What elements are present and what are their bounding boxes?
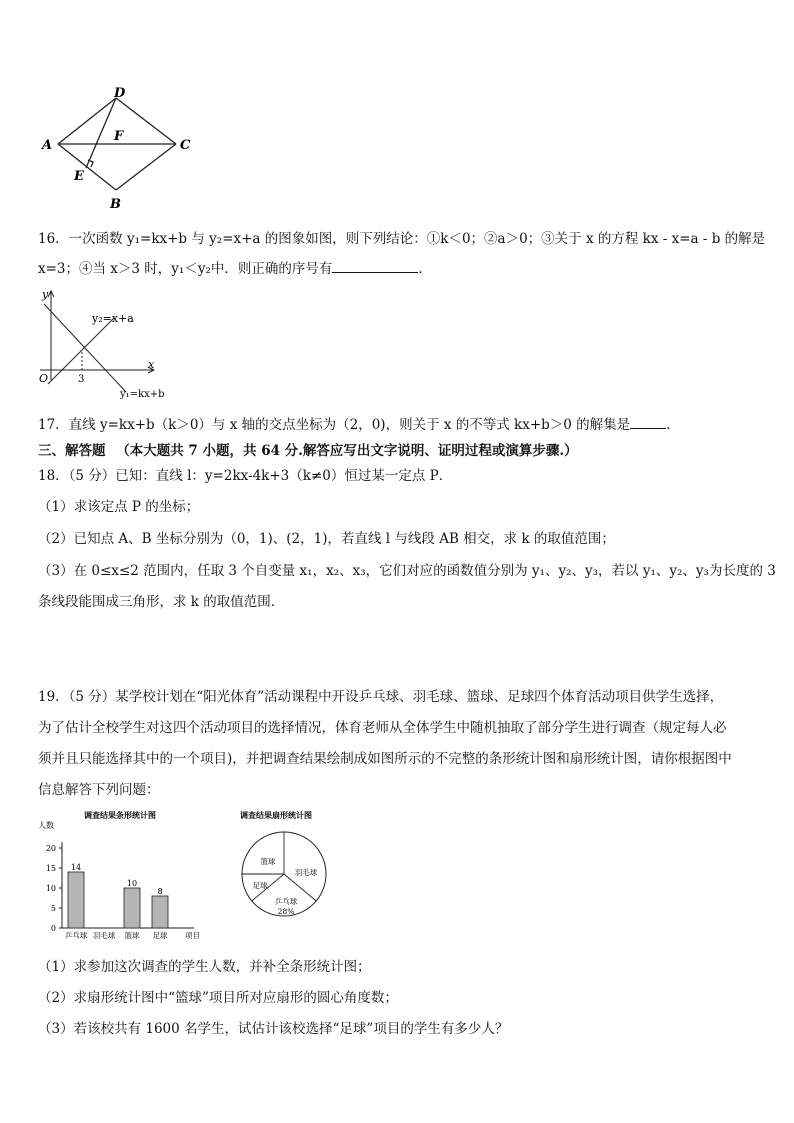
y-tick-label: 20 bbox=[45, 844, 56, 853]
section-title: 三、解答题 bbox=[38, 443, 106, 459]
q18-part3-line2: 条线段能围成三角形，求 k 的取值范围． bbox=[38, 594, 285, 610]
q17-answer-blank[interactable] bbox=[630, 416, 666, 429]
bar-篮球 bbox=[124, 888, 140, 928]
q17-end: ． bbox=[666, 417, 680, 433]
pie-chart bbox=[228, 808, 348, 928]
pie-percent-label: 28% bbox=[277, 907, 295, 916]
q19-line2: 为了估计全校学生对这四个活动项目的选择情况，体育老师从全体学生中随机抽取了部分学生进行调查（规定每人必 bbox=[38, 720, 727, 736]
pie-chart-title: 调查结果扇形统计图 bbox=[240, 810, 312, 820]
y-tick-label: 5 bbox=[50, 904, 56, 913]
label-e: E bbox=[74, 169, 84, 184]
category-label: 羽毛球 bbox=[92, 931, 116, 940]
y-tick-label: 15 bbox=[45, 864, 56, 873]
q19-line4: 信息解答下列问题： bbox=[38, 782, 160, 798]
q16-answer-blank[interactable] bbox=[332, 260, 418, 273]
y-axis-label: y bbox=[42, 288, 49, 301]
q17-text: 17．直线 y=kx+b（k＞0）与 x 轴的交点坐标为（2，0)，则关于 x 的不等式 kx+b＞0 的解集是 bbox=[38, 417, 631, 433]
pie-slice-label: 篮球 bbox=[260, 857, 276, 866]
bar-value-label: 10 bbox=[126, 879, 138, 888]
bar-乒乓球 bbox=[68, 872, 84, 928]
q19-part3: （3）若该校共有 1600 名学生，试估计该校选择“足球”项目的学生有多少人？ bbox=[38, 1021, 509, 1037]
label-a: A bbox=[42, 138, 53, 153]
label-c: C bbox=[180, 138, 191, 153]
q19-line3: 须并且只能选择其中的一个项目)，并把调查结果绘制成如图所示的不完整的条形统计图和扇形统计图，请你根据图中 bbox=[38, 751, 732, 767]
origin-label: O bbox=[39, 372, 49, 385]
q16-line1: 16．一次函数 y₁=kx+b 与 y₂=x+a 的图象如图，则下列结论：①k＜0；②a＞0；③关于 x 的方程 kx - x=a - b 的解是 bbox=[38, 231, 766, 247]
q18-part1: （1）求该定点 P 的坐标； bbox=[38, 499, 200, 515]
y-tick-label: 0 bbox=[50, 924, 56, 933]
bar-value-label: 8 bbox=[157, 887, 163, 896]
line-y2-label: y₂=x+a bbox=[92, 312, 134, 325]
q18-stem: 18．（5 分）已知：直线 l：y=2kx-4k+3（k≠0）恒过某一定点 P． bbox=[38, 468, 453, 484]
section-heading bbox=[38, 442, 758, 460]
pie-slice-label: 足球 bbox=[252, 881, 268, 890]
section-note: （本大题共 7 小题，共 64 分.解答应写出文字说明、证明过程或演算步骤.） bbox=[116, 443, 578, 459]
bar-足球 bbox=[152, 896, 168, 928]
line-y1-label: y₁=kx+b bbox=[120, 389, 165, 400]
label-b: B bbox=[110, 197, 121, 212]
y-tick-label: 10 bbox=[45, 884, 56, 893]
q19-part2: （2）求扇形统计图中“篮球”项目所对应扇形的圆心角度数； bbox=[38, 990, 398, 1006]
pie-slice-label: 羽毛球 bbox=[294, 868, 318, 877]
bar-chart bbox=[36, 808, 206, 946]
q19-part1: （1）求参加这次调查的学生人数，并补全条形统计图； bbox=[38, 959, 371, 975]
q18-part3-line1: （3）在 0≤x≤2 范围内，任取 3 个自变量 x₁，x₂、x₃，它们对应的函数值分别为 y₁、y₂、y₃，若以 y₁、y₂、y₃为长度的 3 bbox=[38, 563, 776, 579]
bar-chart-ylabel: 人数 bbox=[38, 821, 54, 830]
rhombus-figure bbox=[38, 84, 198, 212]
category-label: 足球 bbox=[152, 931, 168, 940]
q16-line2 bbox=[38, 260, 758, 278]
bar-chart-xlabel: 项目 bbox=[185, 931, 200, 940]
label-d: D bbox=[114, 86, 126, 101]
linear-functions-graph bbox=[36, 284, 176, 402]
q16-line2-text: x=3；④当 x＞3 时，y₁＜y₂中．则正确的序号有 bbox=[38, 261, 333, 277]
label-f: F bbox=[114, 129, 124, 144]
q17-line bbox=[38, 416, 758, 434]
pie-slice-label: 乒乓球 bbox=[274, 897, 298, 906]
category-label: 乒乓球 bbox=[64, 931, 88, 940]
q19-line1: 19．（5 分）某学校计划在“阳光体育”活动课程中开设乒乓球、羽毛球、篮球、足球四个体育活动项目供学生选择， bbox=[38, 689, 724, 705]
bar-chart-title: 调查结果条形统计图 bbox=[84, 810, 156, 820]
category-label: 篮球 bbox=[124, 931, 140, 940]
bar-value-label: 14 bbox=[70, 863, 82, 872]
x-axis-label: x bbox=[148, 358, 155, 371]
tick-3-label: 3 bbox=[78, 374, 85, 385]
q18-part2: （2）已知点 A、B 坐标分别为（0，1)、(2，1)，若直线 l 与线段 AB 相交，求 k 的取值范围； bbox=[38, 531, 615, 547]
q16-line2-end: ． bbox=[418, 261, 432, 277]
